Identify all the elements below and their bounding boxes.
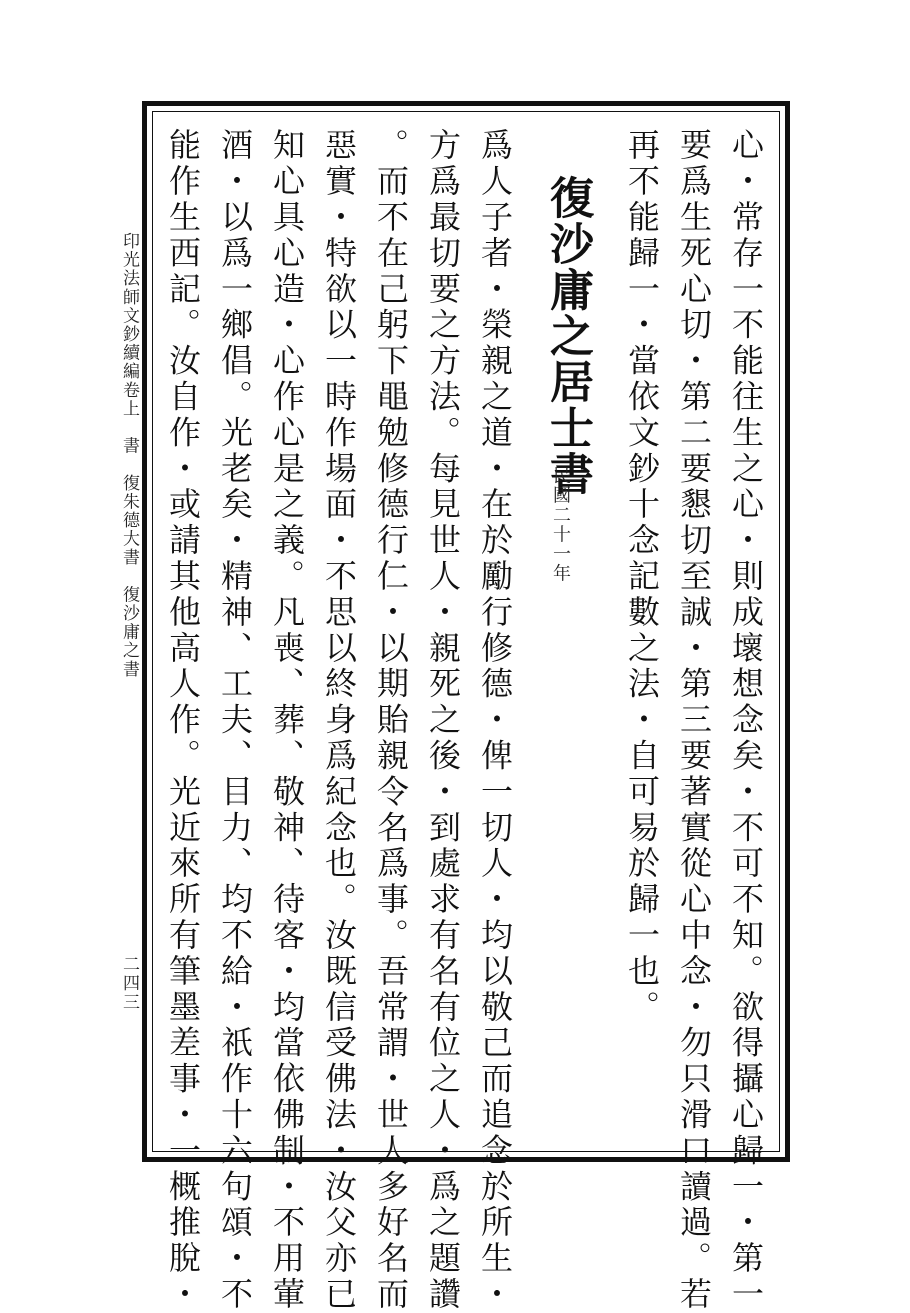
letter-line-5: 知心具心造・心作心是之義。凡喪、葬、敬神、待客・均當依佛制・不用葷 xyxy=(268,128,306,1313)
letter-date-note: 民國二十一年 xyxy=(550,466,571,583)
letter-line-6: 酒・以爲一鄉倡。光老矣・精神、工夫、目力、均不給・祇作十六句頌・不 xyxy=(216,128,254,1313)
letter-line-7: 能作生西記。汝自作・或請其他高人作。光近來所有筆墨差事・一概推脫・ xyxy=(164,128,202,1313)
letter-line-4: 惡實・特欲以一時作場面・不思以終身爲紀念也。汝既信受佛法・汝父亦已 xyxy=(320,128,358,1313)
letter-line-3: 。而不在己躬下黽勉修德行仁・以期貽親令名爲事。吾常謂・世人多好名而 xyxy=(372,128,410,1313)
side-caption: 印光法師文鈔續編卷上 書 復朱德大書 復沙庸之書 xyxy=(119,232,139,679)
prev-letter-line-2: 要爲生死心切・第二要懇切至誠・第三要著實從心中念・勿只滑口讀過。若 xyxy=(675,128,713,1313)
prev-letter-line-1: 心・常存一不能往生之心・則成壞想念矣・不可不知。欲得攝心歸一・第一 xyxy=(727,128,765,1313)
letter-title: 復沙庸之居士書 xyxy=(542,175,593,497)
prev-letter-line-3: 再不能歸一・當依文鈔十念記數之法・自可易於歸一也。 xyxy=(623,128,661,1026)
letter-line-2: 方爲最切要之方法。每見世人・親死之後・到處求有名有位之人・爲之題讚 xyxy=(424,128,462,1313)
letter-line-1: 爲人子者・榮親之道・在於勵行修德・俾一切人・均以敬己而追念於所生・ xyxy=(476,128,514,1313)
page-number: 二四三 xyxy=(119,955,139,1012)
